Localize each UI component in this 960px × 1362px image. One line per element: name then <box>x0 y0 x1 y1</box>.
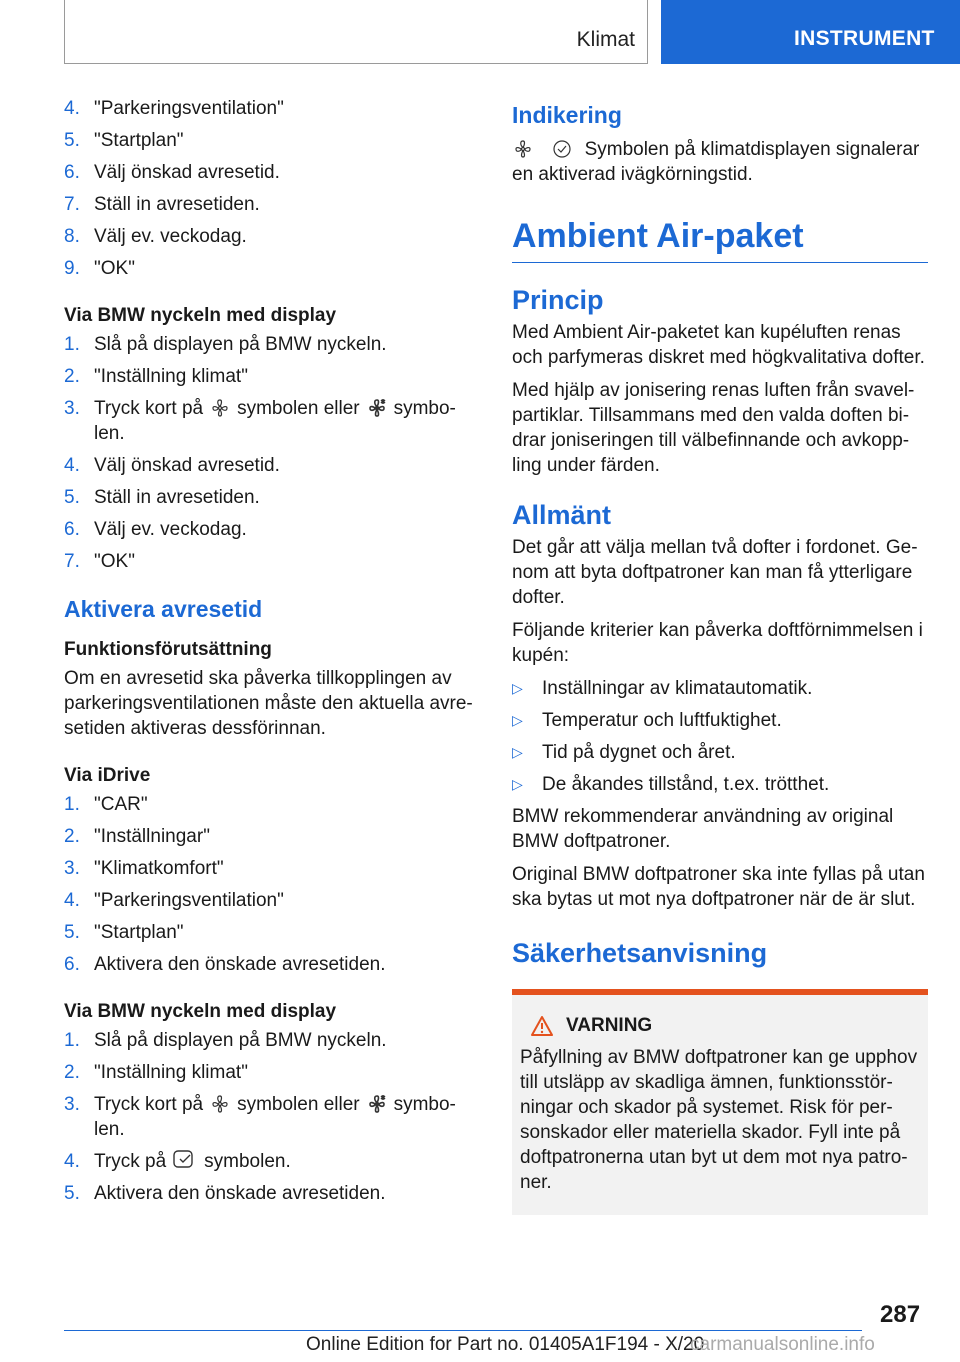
idrive-heading: Via iDrive <box>64 765 151 786</box>
timer-check-icon <box>172 1149 198 1171</box>
list-item: 5. "Startplan" <box>64 922 184 943</box>
list-item: 9. "OK" <box>64 258 135 279</box>
key-display-heading-2: Via BMW nyckeln med display <box>64 1001 337 1022</box>
list-item: 2. "Inställning klimat" <box>64 366 248 387</box>
list-item: 1. Slå på displayen på BMW nyckeln. <box>64 1030 387 1051</box>
step-list-a <box>64 96 474 281</box>
header-section-title: Klimat <box>576 28 635 51</box>
indication-text: Symbolen på klimatdisplayen signalerar en aktiverad ivägkörningstid. <box>512 139 920 185</box>
general-text-2: Följande kriterier kan påverka doftförnimmelsen i kupén: <box>512 620 923 666</box>
prerequisite-heading: Funktionsförutsättning <box>64 639 272 660</box>
clock-check-icon <box>551 139 573 159</box>
list-item: 4. Välj önskad avresetid. <box>64 455 280 476</box>
fan-snowflake-icon <box>366 398 388 418</box>
list-item: 4. Tryck på symbolen. <box>64 1151 291 1172</box>
header-chapter-title: INSTRUMENT <box>794 27 935 50</box>
general-text-4: Original BMW doftpatroner ska inte fyllas på utan ska bytas ut mot nya doftpatroner när de är slut. <box>512 864 925 910</box>
footer-divider <box>64 1330 862 1331</box>
list-item: 5. "Startplan" <box>64 130 184 151</box>
key-display-heading: Via BMW nyckeln med display <box>64 305 337 326</box>
fan-icon <box>512 139 534 159</box>
right-column <box>512 96 928 1215</box>
warning-title: VARNING <box>520 1015 920 1037</box>
header-section-box <box>64 0 648 64</box>
list-item: ▷ Temperatur och luftfuktighet. <box>512 710 782 731</box>
list-item: 4. "Parkeringsventilation" <box>64 890 284 911</box>
prerequisite-text: Om en avresetid ska påverka tillkopplingen av parkeringsventilationen måste den aktuella avre-setiden aktiveras dessförinnan. <box>64 668 473 739</box>
step-list-b <box>64 332 474 574</box>
triangle-bullet-icon: ▷ <box>512 776 523 792</box>
footer-watermark: carmanualsonline.info <box>690 1334 875 1355</box>
ambient-air-title: Ambient Air-paket <box>512 217 928 263</box>
list-item: 7. Ställ in avresetiden. <box>64 194 260 215</box>
general-text-1: Det går att välja mellan två dofter i fordonet. Ge-nom att byta doftpatroner kan man få ytterligare dofter. <box>512 537 918 608</box>
header-chapter-tab <box>661 0 960 64</box>
general-text-3: BMW rekommenderar användning av original BMW doftpatroner. <box>512 806 894 852</box>
list-item: 4. "Parkeringsventilation" <box>64 98 284 119</box>
principle-heading: Princip <box>512 285 604 315</box>
page-number: 287 <box>880 1301 921 1328</box>
indication-heading: Indikering <box>512 102 622 128</box>
triangle-bullet-icon: ▷ <box>512 712 523 728</box>
list-item: ▷ Inställningar av klimatautomatik. <box>512 678 813 699</box>
warning-text: Påfyllning av BMW doftpatroner kan ge upphov till utsläpp av skadliga ämnen, funktionsstör-ningar och skador på systemet. Risk för per-sonskador eller materiella skador. Fyll inte på doftpatronerna utan byt ut dem mot nya patro-ner. <box>520 1047 918 1193</box>
triangle-bullet-icon: ▷ <box>512 680 523 696</box>
principle-text-2: Med hjälp av jonisering renas luften från svavel-partiklar. Tillsammans med den valda doften bi-drar joniseringen till välbefinnande och avkopp-ling under färden. <box>512 380 915 476</box>
list-item: 2. "Inställning klimat" <box>64 1062 248 1083</box>
footer-edition: Online Edition for Part no. 01405A1F194 - X/20 <box>306 1334 705 1355</box>
list-item: 6. Välj ev. veckodag. <box>64 519 247 540</box>
list-item: 5. Aktivera den önskade avresetiden. <box>64 1183 386 1204</box>
list-item: 2. "Inställningar" <box>64 826 210 847</box>
fan-icon <box>209 1094 231 1114</box>
list-item: ▷ De åkandes tillstånd, t.ex. trötthet. <box>512 774 830 795</box>
triangle-bullet-icon: ▷ <box>512 744 523 760</box>
list-item: 3. Tryck kort på symbolen eller symbo- len. <box>64 1094 456 1140</box>
warning-box <box>512 989 928 1215</box>
left-column <box>64 96 474 1213</box>
list-item: ▷ Tid på dygnet och året. <box>512 742 736 763</box>
list-item: 7. "OK" <box>64 551 135 572</box>
list-item: 3. "Klimatkomfort" <box>64 858 224 879</box>
list-item: 8. Välj ev. veckodag. <box>64 226 247 247</box>
list-item: 1. "CAR" <box>64 794 148 815</box>
step-list-c <box>64 792 474 977</box>
list-item: 6. Välj önskad avresetid. <box>64 162 280 183</box>
list-item: 5. Ställ in avresetiden. <box>64 487 260 508</box>
general-heading: Allmänt <box>512 500 612 530</box>
fan-snowflake-icon <box>366 1094 388 1114</box>
fan-icon <box>209 398 231 418</box>
list-item: 6. Aktivera den önskade avresetiden. <box>64 954 386 975</box>
list-item: 1. Slå på displayen på BMW nyckeln. <box>64 334 387 355</box>
safety-heading: Säkerhetsanvisning <box>512 938 768 968</box>
list-item: 3. Tryck kort på symbolen eller symbo- len. <box>64 398 456 444</box>
criteria-list <box>512 676 928 797</box>
activate-departure-heading: Aktivera avresetid <box>64 596 263 622</box>
warning-triangle-icon <box>530 1015 554 1037</box>
principle-text-1: Med Ambient Air-paketet kan kupéluften renas och parfymeras diskret med högkvalitativa dofter. <box>512 322 925 368</box>
step-list-d <box>64 1028 474 1206</box>
